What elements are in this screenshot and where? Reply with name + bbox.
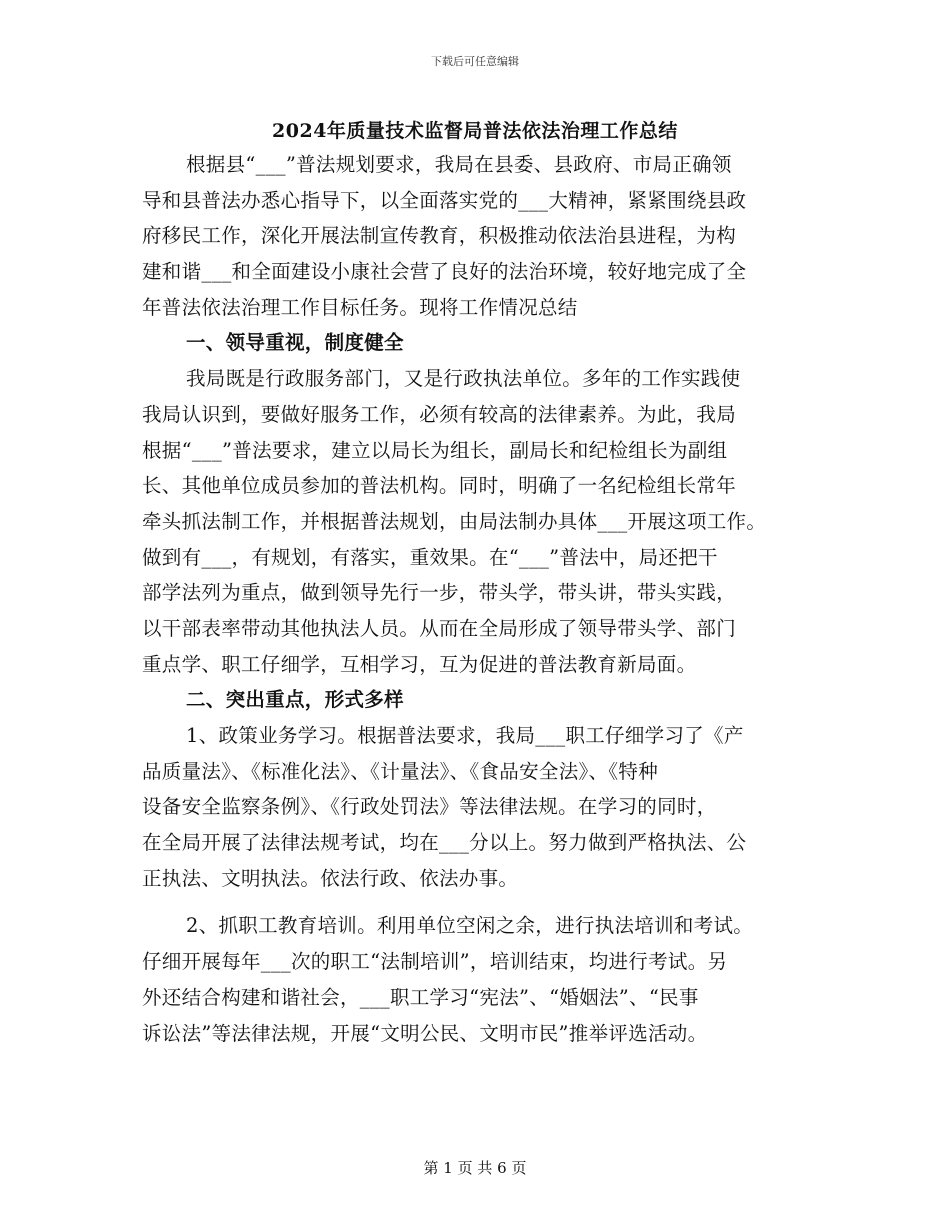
paragraph-line: 长、其他单位成员参加的普法机构。同时，明确了一名纪检组长常年 <box>142 474 737 498</box>
paragraph-line: 我局认识到，要做好服务工作，必须有较高的法律素养。为此，我局 <box>142 402 737 426</box>
paragraph-line: 牵头抓法制工作，并根据普法规划，由局法制办具体___开展这项工作。 <box>142 509 767 533</box>
paragraph-gap <box>142 901 818 913</box>
document-title: 2024年质量技术监督局普法依法治理工作总结 <box>272 120 678 142</box>
section-heading-1: 一、领导重视，制度健全 <box>186 331 404 355</box>
paragraph-line: 根据县“___”普法规划要求，我局在县委、县政府、市局正确领 <box>186 153 732 176</box>
paragraph-line: 重点学、职工仔细学，互相学习，互为促进的普法教育新局面。 <box>142 652 697 676</box>
paragraph-line: 设备安全监察条例》、《行政处罚法》等法律法规。在学习的同时， <box>142 795 717 819</box>
header-note: 下载后可任意编辑 <box>431 55 519 68</box>
paragraph-line: 部学法列为重点，做到领导先行一步，带头学，带头讲，带头实践， <box>142 581 737 605</box>
paragraph-line: 品质量法》、《标准化法》、《计量法》、《食品安全法》、《特种 <box>142 759 659 783</box>
paragraph-line: 正执法、文明执法。依法行政、依法办事。 <box>142 866 519 890</box>
page-number-footer: 第 1 页 共 6 页 <box>423 1159 527 1177</box>
paragraph-line: 根据“___”普法要求，建立以局长为组长，副局长和纪检组长为副组 <box>142 438 728 462</box>
paragraph-line: 导和县普法办悉心指导下，以全面落实党的___大精神，紧紧围绕县政 <box>142 188 747 212</box>
paragraph-line: 做到有___，有规划，有落实，重效果。在“___”普法中，局还把干 <box>142 545 718 569</box>
paragraph-line: 年普法依法治理工作目标任务。现将工作情况总结 <box>142 295 578 319</box>
paragraph-line: 府移民工作，深化开展法制宣传教育，积极推动依法治县进程，为构 <box>142 224 737 248</box>
document-body <box>142 152 818 1056</box>
paragraph-line: 我局既是行政服务部门，又是行政执法单位。多年的工作实践使 <box>186 367 741 391</box>
paragraph-line: 外还结合构建和谐社会，___职工学习“宪法”、“婚姻法”、“民事 <box>142 985 699 1009</box>
paragraph-line: 以干部表率带动其他执法人员。从而在全局形成了领导带头学、部门 <box>142 616 737 640</box>
paragraph-line: 建和谐___和全面建设小康社会营了良好的法治环境，较好地完成了全 <box>142 260 747 284</box>
section-heading-2: 二、突出重点，形式多样 <box>186 688 404 712</box>
paragraph-line: 仔细开展每年___次的职工“法制培训”，培训结束，均进行考试。另 <box>142 950 728 974</box>
paragraph-line: 1、政策业务学习。根据普法要求，我局___职工仔细学习了《产 <box>186 724 744 747</box>
paragraph-line: 在全局开展了法律法规考试，均在___分以上。努力做到严格执法、公 <box>142 831 747 855</box>
paragraph-line: 诉讼法”等法律法规，开展“文明公民、文明市民”推举评选活动。 <box>142 1021 708 1045</box>
paragraph-line: 2、抓职工教育培训。利用单位空闲之余，进行执法培训和考试。 <box>186 914 754 938</box>
